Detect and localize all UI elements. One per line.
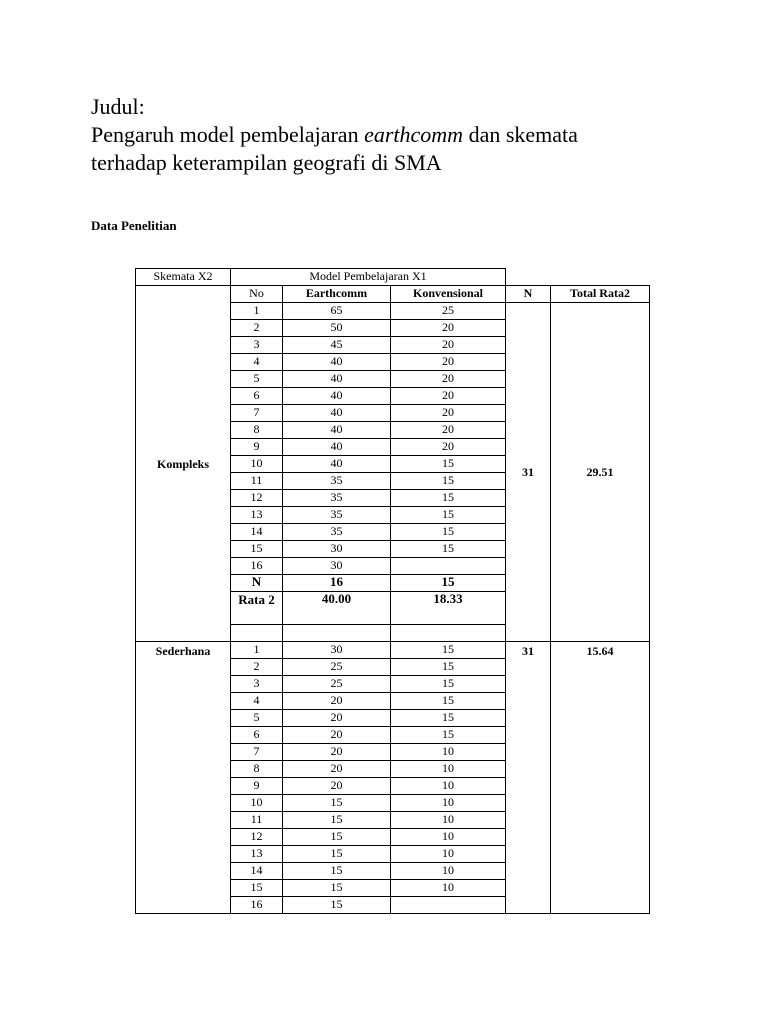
cell-no: 6 <box>231 727 283 744</box>
cell-konvensional: 10 <box>391 846 506 863</box>
summary-rata-earthcomm: 40.00 <box>283 592 391 625</box>
header-no: No <box>231 286 283 303</box>
cell-no: 4 <box>231 693 283 710</box>
cell-earthcomm: 20 <box>283 710 391 727</box>
research-data-table <box>135 268 650 914</box>
cell-no: 11 <box>231 812 283 829</box>
cell-earthcomm: 15 <box>283 829 391 846</box>
cell-no: 14 <box>231 863 283 880</box>
blank-cell <box>283 625 391 642</box>
cell-konvensional: 15 <box>391 727 506 744</box>
header-empty-n <box>506 269 551 286</box>
cell-earthcomm: 20 <box>283 727 391 744</box>
cell-no: 5 <box>231 371 283 388</box>
cell-konvensional: 20 <box>391 388 506 405</box>
cell-no: 9 <box>231 439 283 456</box>
cell-earthcomm: 15 <box>283 897 391 914</box>
cell-earthcomm: 40 <box>283 439 391 456</box>
header-skemata: Skemata X2 <box>136 269 231 286</box>
cell-earthcomm: 20 <box>283 693 391 710</box>
cell-konvensional: 15 <box>391 524 506 541</box>
title-line1: Judul: <box>91 94 145 119</box>
header-n: N <box>506 286 551 303</box>
cell-no: 6 <box>231 388 283 405</box>
cell-earthcomm: 45 <box>283 337 391 354</box>
cell-konvensional: 15 <box>391 676 506 693</box>
cell-konvensional: 10 <box>391 812 506 829</box>
cell-earthcomm: 15 <box>283 795 391 812</box>
cell-earthcomm: 15 <box>283 863 391 880</box>
cell-earthcomm: 35 <box>283 473 391 490</box>
cell-konvensional: 15 <box>391 642 506 659</box>
title-line2-before: Pengaruh model pembelajaran <box>91 122 365 147</box>
cell-no: 8 <box>231 761 283 778</box>
cell-konvensional: 10 <box>391 863 506 880</box>
group-n-total: 31 <box>506 642 551 914</box>
cell-no: 8 <box>231 422 283 439</box>
cell-earthcomm: 50 <box>283 320 391 337</box>
summary-n-earthcomm: 16 <box>283 575 391 592</box>
cell-konvensional: 10 <box>391 778 506 795</box>
cell-konvensional: 15 <box>391 541 506 558</box>
cell-no: 3 <box>231 676 283 693</box>
cell-konvensional: 20 <box>391 337 506 354</box>
group-total-rata2: 15.64 <box>551 642 650 914</box>
cell-no: 15 <box>231 880 283 897</box>
blank-cell <box>231 625 283 642</box>
cell-no: 16 <box>231 897 283 914</box>
cell-konvensional: 10 <box>391 829 506 846</box>
cell-no: 10 <box>231 795 283 812</box>
cell-earthcomm: 35 <box>283 524 391 541</box>
cell-earthcomm: 30 <box>283 558 391 575</box>
title-line2-after: dan skemata <box>463 122 578 147</box>
cell-earthcomm: 15 <box>283 812 391 829</box>
summary-n-konvensional: 15 <box>391 575 506 592</box>
cell-konvensional: 15 <box>391 490 506 507</box>
cell-no: 11 <box>231 473 283 490</box>
data-row <box>136 642 650 659</box>
cell-no: 5 <box>231 710 283 727</box>
header-model: Model Pembelajaran X1 <box>231 269 506 286</box>
cell-no: 1 <box>231 303 283 320</box>
cell-konvensional: 20 <box>391 371 506 388</box>
cell-konvensional: 20 <box>391 320 506 337</box>
cell-no: 14 <box>231 524 283 541</box>
cell-konvensional: 10 <box>391 795 506 812</box>
cell-no: 13 <box>231 507 283 524</box>
summary-rata-label: Rata 2 <box>231 592 283 625</box>
cell-earthcomm: 20 <box>283 744 391 761</box>
cell-no: 2 <box>231 659 283 676</box>
group-n-total: 31 <box>506 303 551 642</box>
cell-earthcomm: 30 <box>283 642 391 659</box>
cell-no: 9 <box>231 778 283 795</box>
cell-earthcomm: 15 <box>283 846 391 863</box>
section-subtitle: Data Penelitian <box>91 218 177 233</box>
header-earthcomm: Earthcomm <box>283 286 391 303</box>
cell-earthcomm: 35 <box>283 507 391 524</box>
document-title <box>91 93 731 177</box>
cell-earthcomm: 20 <box>283 761 391 778</box>
cell-earthcomm: 40 <box>283 388 391 405</box>
cell-earthcomm: 65 <box>283 303 391 320</box>
cell-konvensional: 15 <box>391 473 506 490</box>
cell-konvensional: 10 <box>391 761 506 778</box>
cell-konvensional: 20 <box>391 354 506 371</box>
cell-konvensional: 20 <box>391 439 506 456</box>
summary-rata-konvensional: 18.33 <box>391 592 506 625</box>
cell-no: 7 <box>231 744 283 761</box>
group-name-kompleks: Kompleks <box>136 286 231 642</box>
cell-no: 15 <box>231 541 283 558</box>
title-line2-italic: earthcomm <box>364 122 464 147</box>
cell-konvensional: 15 <box>391 693 506 710</box>
cell-no: 1 <box>231 642 283 659</box>
cell-earthcomm: 40 <box>283 405 391 422</box>
blank-cell <box>391 625 506 642</box>
cell-earthcomm: 35 <box>283 490 391 507</box>
group-name-sederhana: Sederhana <box>136 642 231 914</box>
cell-earthcomm: 25 <box>283 676 391 693</box>
header-row-2 <box>136 286 650 303</box>
cell-no: 12 <box>231 490 283 507</box>
cell-no: 2 <box>231 320 283 337</box>
header-row-1 <box>136 269 650 286</box>
cell-konvensional: 25 <box>391 303 506 320</box>
cell-earthcomm: 40 <box>283 456 391 473</box>
cell-no: 3 <box>231 337 283 354</box>
cell-earthcomm: 40 <box>283 371 391 388</box>
cell-konvensional <box>391 558 506 575</box>
cell-earthcomm: 30 <box>283 541 391 558</box>
cell-earthcomm: 15 <box>283 880 391 897</box>
cell-konvensional: 20 <box>391 405 506 422</box>
cell-konvensional: 15 <box>391 710 506 727</box>
cell-konvensional: 15 <box>391 456 506 473</box>
cell-konvensional: 10 <box>391 880 506 897</box>
cell-no: 16 <box>231 558 283 575</box>
cell-no: 13 <box>231 846 283 863</box>
group-total-rata2: 29.51 <box>551 303 650 642</box>
cell-konvensional: 20 <box>391 422 506 439</box>
cell-no: 4 <box>231 354 283 371</box>
cell-konvensional: 15 <box>391 507 506 524</box>
header-empty-total <box>551 269 650 286</box>
cell-no: 12 <box>231 829 283 846</box>
cell-konvensional <box>391 897 506 914</box>
cell-earthcomm: 25 <box>283 659 391 676</box>
header-total: Total Rata2 <box>551 286 650 303</box>
summary-n-label: N <box>231 575 283 592</box>
cell-no: 10 <box>231 456 283 473</box>
cell-no: 7 <box>231 405 283 422</box>
cell-konvensional: 15 <box>391 659 506 676</box>
cell-earthcomm: 40 <box>283 354 391 371</box>
header-konvensional: Konvensional <box>391 286 506 303</box>
cell-konvensional: 10 <box>391 744 506 761</box>
cell-earthcomm: 40 <box>283 422 391 439</box>
title-line3: terhadap keterampilan geografi di SMA <box>91 150 442 175</box>
cell-earthcomm: 20 <box>283 778 391 795</box>
